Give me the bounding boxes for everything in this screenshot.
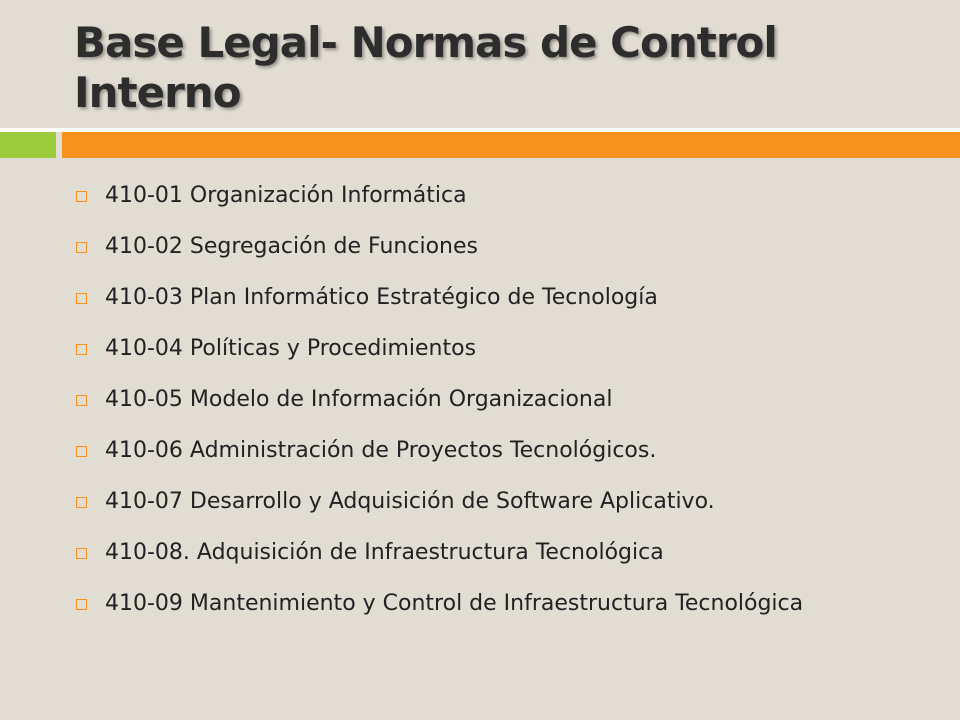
square-bullet-icon	[76, 191, 87, 202]
accent-bar-green	[0, 132, 56, 158]
list-item-text: 410-05 Modelo de Información Organizacional	[105, 387, 613, 412]
list-item	[76, 586, 912, 621]
list-item-text: 410-08. Adquisición de Infraestructura Tecnológica	[105, 540, 664, 565]
square-bullet-icon	[76, 446, 87, 457]
list-item-text: 410-09 Mantenimiento y Control de Infraestructura Tecnológica	[105, 591, 804, 616]
list-item-text: 410-07 Desarrollo y Adquisición de Software Aplicativo.	[105, 489, 715, 514]
list-item	[76, 535, 912, 570]
bullet-list	[76, 178, 912, 637]
list-item	[76, 178, 912, 213]
square-bullet-icon	[76, 395, 87, 406]
list-item	[76, 331, 912, 366]
list-item-text: 410-01 Organización Informática	[105, 183, 467, 208]
list-item	[76, 229, 912, 264]
list-item-text: 410-04 Políticas y Procedimientos	[105, 336, 477, 361]
list-item	[76, 280, 912, 315]
square-bullet-icon	[76, 344, 87, 355]
accent-bar-orange	[62, 132, 960, 158]
square-bullet-icon	[76, 599, 87, 610]
square-bullet-icon	[76, 548, 87, 559]
list-item-text: 410-06 Administración de Proyectos Tecnológicos.	[105, 438, 657, 463]
list-item-text: 410-03 Plan Informático Estratégico de Tecnología	[105, 285, 658, 310]
square-bullet-icon	[76, 293, 87, 304]
slide-title: Base Legal- Normas de Control Interno	[74, 18, 777, 117]
list-item	[76, 433, 912, 468]
square-bullet-icon	[76, 242, 87, 253]
square-bullet-icon	[76, 497, 87, 508]
list-item	[76, 382, 912, 417]
list-item	[76, 484, 912, 519]
list-item-text: 410-02 Segregación de Funciones	[105, 234, 478, 259]
